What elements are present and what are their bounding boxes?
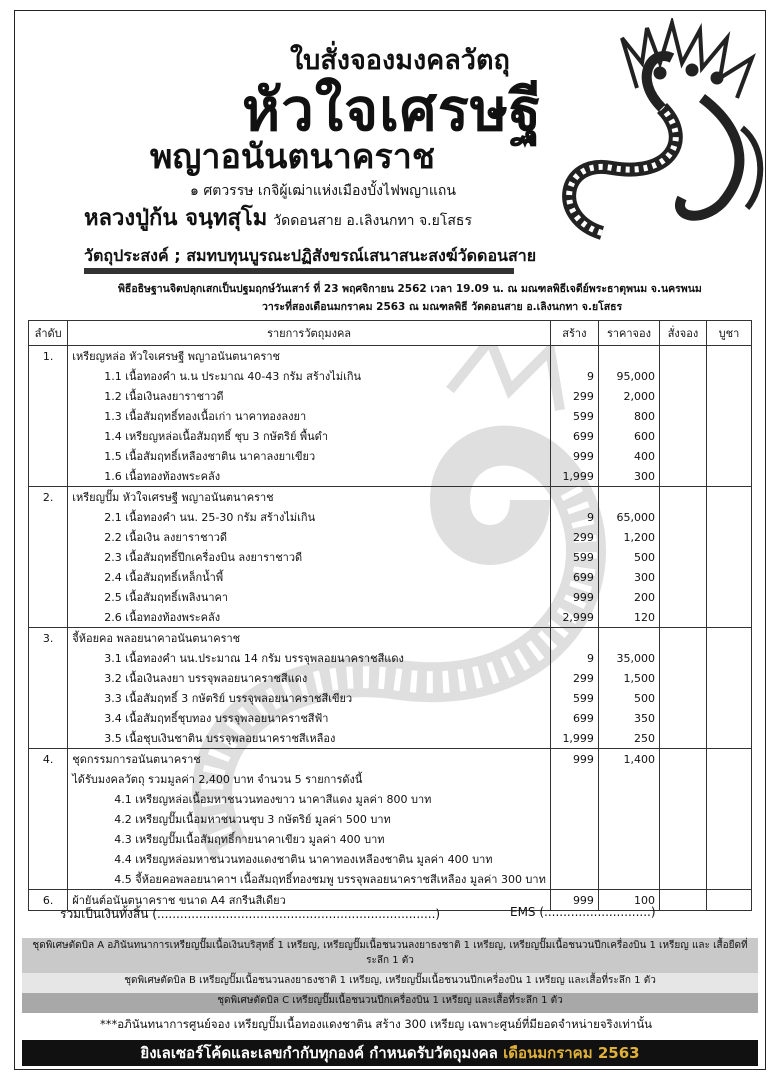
table-row	[29, 487, 752, 508]
row-pay-cell[interactable]	[706, 487, 751, 508]
row-item: 2.4 เนื้อสัมฤทธิ์เหล็กน้ำพี้	[68, 567, 551, 587]
row-order-cell[interactable]	[659, 628, 706, 649]
row-number	[29, 607, 68, 628]
row-qty	[550, 628, 598, 649]
row-price: 250	[598, 728, 659, 749]
row-pay-cell[interactable]	[706, 346, 751, 367]
row-price: 2,000	[598, 386, 659, 406]
row-number	[29, 366, 68, 386]
row-qty: 299	[550, 527, 598, 547]
row-qty	[550, 869, 598, 890]
purpose-underline	[84, 268, 514, 274]
table-row	[29, 869, 752, 890]
row-order-cell[interactable]	[659, 648, 706, 668]
row-item: 1.6 เนื้อทองท้องพระคลัง	[68, 466, 551, 487]
row-number: 6.	[29, 890, 68, 911]
row-qty	[550, 346, 598, 367]
row-price: 800	[598, 406, 659, 426]
bottom-highlight-text: เดือนมกราคม 2563	[503, 1044, 640, 1062]
row-item: เหรียญปั๊ม หัวใจเศรษฐี พญาอนันตนาคราช	[68, 487, 551, 508]
row-number	[29, 527, 68, 547]
row-item: 1.1 เนื้อทองคำ น.น ประมาณ 40-43 กรัม สร้างไม่เกิน	[68, 366, 551, 386]
row-qty: 599	[550, 406, 598, 426]
row-number	[29, 547, 68, 567]
row-item: 2.5 เนื้อสัมฤทธิ์เพลิงนาคา	[68, 587, 551, 607]
row-price: 300	[598, 567, 659, 587]
row-price	[598, 849, 659, 869]
header-price: ราคาจอง	[598, 321, 659, 346]
row-item: 3.5 เนื้อชุบเงินชาติน บรรจุพลอยนาคราชสีเหลือง	[68, 728, 551, 749]
row-order-cell[interactable]	[659, 668, 706, 688]
row-qty: 1,999	[550, 466, 598, 487]
table-row	[29, 708, 752, 728]
row-pay-cell[interactable]	[706, 869, 751, 890]
row-order-cell[interactable]	[659, 789, 706, 809]
row-pay-cell[interactable]	[706, 507, 751, 527]
row-price: 1,200	[598, 527, 659, 547]
row-pay-cell[interactable]	[706, 567, 751, 587]
row-number	[29, 587, 68, 607]
row-pay-cell[interactable]	[706, 728, 751, 749]
row-qty: 999	[550, 587, 598, 607]
row-item: 2.3 เนื้อสัมฤทธิ์ปีกเครื่องบิน ลงยาราชาวดี	[68, 547, 551, 567]
row-qty: 999	[550, 446, 598, 466]
main-title: หัวใจเศรษฐี	[242, 76, 543, 144]
row-number	[29, 446, 68, 466]
row-pay-cell[interactable]	[706, 708, 751, 728]
table-row	[29, 587, 752, 607]
row-pay-cell[interactable]	[706, 648, 751, 668]
row-qty	[550, 769, 598, 789]
row-item: 2.1 เนื้อทองคำ นน. 25-30 กรัม สร้างไม่เกิน	[68, 507, 551, 527]
row-qty: 299	[550, 668, 598, 688]
special-set-b: ชุดพิเศษตัดบิล B เหรียญปั๊มเนื้อชนวนลงยาธงชาติ 1 เหรียญ, เหรียญปั๊มเนื้อชนวนปีกเครื่องบิน 1 เหรียญ และเสื้อที่ระลึก 1 ตัว	[22, 973, 758, 993]
table-row	[29, 648, 752, 668]
row-number	[29, 426, 68, 446]
row-item: 2.6 เนื้อทองท้องพระคลัง	[68, 607, 551, 628]
row-order-cell[interactable]	[659, 466, 706, 487]
table-row	[29, 446, 752, 466]
monk-line	[84, 200, 472, 235]
special-set-a: ชุดพิเศษตัดบิล A อภินันทนาการเหรียญปั๊มเนื้อเงินบริสุทธิ์ 1 เหรียญ, เหรียญปั๊มเนื้อชนวนลงยาธงชาติ 1 เหรียญ, เหรียญปั๊มเนื้อชนวนปีกเครื่องบิน 1 เหรียญ และ เสื้อยืดที่ระลึก 1 ตัว	[22, 938, 758, 973]
table-row	[29, 366, 752, 386]
table-row	[29, 789, 752, 809]
row-price: 600	[598, 426, 659, 446]
row-pay-cell[interactable]	[706, 890, 751, 911]
row-number	[29, 688, 68, 708]
row-item: 4.3 เหรียญปั๊มเนื้อสัมฤทธิ์กายนาคาเขียว มูลค่า 400 บาท	[68, 829, 551, 849]
row-number	[29, 728, 68, 749]
ceremony-line-1: พิธีอธิษฐานจิตปลุกเสกเป็นปฐมฤกษ์วันเสาร์ ที่ 23 พฤศจิกายน 2562 เวลา 19.09 น. ณ มณฑลพิธีเจดีย์พระธาตุพนม จ.นครพนม	[118, 283, 702, 295]
row-pay-cell[interactable]	[706, 849, 751, 869]
row-item: เหรียญหล่อ หัวใจเศรษฐี พญาอนันตนาคราช	[68, 346, 551, 367]
row-order-cell[interactable]	[659, 527, 706, 547]
row-price	[598, 346, 659, 367]
row-price	[598, 769, 659, 789]
row-item: 4.1 เหรียญหล่อเนื้อมหาชนวนทองขาว นาคาสีแดง มูลค่า 800 บาท	[68, 789, 551, 809]
row-price: 65,000	[598, 507, 659, 527]
table-row	[29, 749, 752, 770]
row-price	[598, 869, 659, 890]
row-qty	[550, 487, 598, 508]
row-order-cell[interactable]	[659, 366, 706, 386]
row-pay-cell[interactable]	[706, 769, 751, 789]
row-qty	[550, 829, 598, 849]
header-no: ลำดับ	[29, 321, 68, 346]
row-number	[29, 849, 68, 869]
booking-center-note: ***อภินันทนาการศูนย์จอง เหรียญปั๊มเนื้อทองแดงชาติน สร้าง 300 เหรียญ เฉพาะศูนย์ที่มียอดจำหน่ายจริงเท่านั้น	[100, 1017, 653, 1031]
row-pay-cell[interactable]	[706, 426, 751, 446]
bottom-banner	[22, 1040, 758, 1066]
row-pay-cell[interactable]	[706, 789, 751, 809]
row-item: 4.2 เหรียญปั๊มเนื้อมหาชนวนชุบ 3 กษัตริย์ มูลค่า 500 บาท	[68, 809, 551, 829]
row-item: 1.5 เนื้อสัมฤทธิ์เหลืองชาติน นาคาลงยาเขียว	[68, 446, 551, 466]
table-row	[29, 809, 752, 829]
ceremony-line-2: วาระที่สองเดือนมกราคม 2563 ณ มณฑลพิธี วัดดอนสาย อ.เลิงนกทา จ.ยโสธร	[262, 301, 623, 313]
row-pay-cell[interactable]	[706, 749, 751, 770]
row-qty: 699	[550, 567, 598, 587]
table-row	[29, 406, 752, 426]
row-qty: 9	[550, 507, 598, 527]
header-qty: สร้าง	[550, 321, 598, 346]
row-pay-cell[interactable]	[706, 829, 751, 849]
row-price	[598, 829, 659, 849]
row-qty: 1,999	[550, 728, 598, 749]
row-order-cell[interactable]	[659, 728, 706, 749]
row-item: ชุดกรรมการอนันตนาคราช	[68, 749, 551, 770]
row-pay-cell[interactable]	[706, 547, 751, 567]
row-qty: 599	[550, 547, 598, 567]
table-row	[29, 386, 752, 406]
header-item: รายการวัตถุมงคล	[68, 321, 551, 346]
bottom-main-text: ยิงเลเซอร์โค้ดและเลขกำกับทุกองค์ กำหนดรับวัตถุมงคล	[140, 1044, 504, 1062]
row-pay-cell[interactable]	[706, 688, 751, 708]
table-row	[29, 466, 752, 487]
row-item: 4.5 จี้ห้อยคอพลอยนาคาฯ เนื้อสัมฤทธิ์ทองชมพู บรรจุพลอยนาคราชสีเหลือง มูลค่า 300 บาท	[68, 869, 551, 890]
row-order-cell[interactable]	[659, 688, 706, 708]
row-number: 3.	[29, 628, 68, 649]
table-header-row	[29, 321, 752, 346]
row-number	[29, 507, 68, 527]
row-price	[598, 487, 659, 508]
row-number: 4.	[29, 749, 68, 770]
row-order-cell[interactable]	[659, 869, 706, 890]
row-number	[29, 809, 68, 829]
table-row	[29, 607, 752, 628]
table-row	[29, 829, 752, 849]
row-item: 2.2 เนื้อเงิน ลงยาราชาวดี	[68, 527, 551, 547]
row-number	[29, 406, 68, 426]
table-row	[29, 628, 752, 649]
table-row	[29, 668, 752, 688]
row-qty: 9	[550, 648, 598, 668]
row-item: 1.3 เนื้อสัมฤทธิ์ทองเนื้อเก่า นาคาทองลงยา	[68, 406, 551, 426]
row-number	[29, 466, 68, 487]
table-row	[29, 346, 752, 367]
row-price: 1,500	[598, 668, 659, 688]
row-price	[598, 789, 659, 809]
row-order-cell[interactable]	[659, 547, 706, 567]
row-qty: 2,999	[550, 607, 598, 628]
row-qty: 999	[550, 890, 598, 911]
row-item: ผ้ายันต์อนันตนาคราช ขนาด A4 สกรีนสีเดียว	[68, 890, 551, 911]
row-order-cell[interactable]	[659, 446, 706, 466]
row-order-cell[interactable]	[659, 587, 706, 607]
row-pay-cell[interactable]	[706, 466, 751, 487]
row-order-cell[interactable]	[659, 346, 706, 367]
row-pay-cell[interactable]	[706, 587, 751, 607]
row-number: 1.	[29, 346, 68, 367]
row-item: 3.2 เนื้อเงินลงยา บรรจุพลอยนาคราชสีแดง	[68, 668, 551, 688]
table-row	[29, 426, 752, 446]
row-number	[29, 708, 68, 728]
row-qty	[550, 789, 598, 809]
row-pay-cell[interactable]	[706, 386, 751, 406]
row-price	[598, 628, 659, 649]
row-item: 4.4 เหรียญหล่อมหาชนวนทองแดงชาติน นาคาทองเหลืองชาติน มูลค่า 400 บาท	[68, 849, 551, 869]
row-order-cell[interactable]	[659, 829, 706, 849]
grand-total-field[interactable]: รวมเป็นเงินทั้งสิ้น (.........................................................................)	[60, 907, 441, 921]
row-qty: 299	[550, 386, 598, 406]
row-order-cell[interactable]	[659, 607, 706, 628]
row-price: 120	[598, 607, 659, 628]
table-row	[29, 849, 752, 869]
booking-form-title: ใบสั่งจองมงคลวัตถุ	[290, 45, 510, 76]
table-row	[29, 547, 752, 567]
row-number	[29, 386, 68, 406]
row-price: 200	[598, 587, 659, 607]
row-qty: 599	[550, 688, 598, 708]
row-qty: 999	[550, 749, 598, 770]
row-price: 95,000	[598, 366, 659, 386]
row-number	[29, 829, 68, 849]
row-pay-cell[interactable]	[706, 668, 751, 688]
row-order-cell[interactable]	[659, 487, 706, 508]
row-number	[29, 648, 68, 668]
row-number	[29, 567, 68, 587]
row-price: 1,400	[598, 749, 659, 770]
row-number	[29, 869, 68, 890]
row-order-cell[interactable]	[659, 769, 706, 789]
row-order-cell[interactable]	[659, 749, 706, 770]
row-order-cell[interactable]	[659, 708, 706, 728]
row-qty	[550, 849, 598, 869]
row-order-cell[interactable]	[659, 849, 706, 869]
header-order: สั่งจอง	[659, 321, 706, 346]
ems-field[interactable]: EMS (............................)	[510, 905, 656, 919]
row-order-cell[interactable]	[659, 406, 706, 426]
row-item: ได้รับมงคลวัตถุ รวมมูลค่า 2,400 บาท จำนวน 5 รายการดังนี้	[68, 769, 551, 789]
table-row	[29, 507, 752, 527]
row-item: 3.4 เนื้อสัมฤทธิ์ชุบทอง บรรจุพลอยนาคราชสีฟ้า	[68, 708, 551, 728]
naga-title: พญาอนันตนาคราช	[150, 137, 435, 177]
row-price: 350	[598, 708, 659, 728]
row-item: 3.3 เนื้อสัมฤทธิ์ 3 กษัตริย์ บรรจุพลอยนาคราชสีเขียว	[68, 688, 551, 708]
row-order-cell[interactable]	[659, 890, 706, 911]
row-order-cell[interactable]	[659, 426, 706, 446]
row-order-cell[interactable]	[659, 507, 706, 527]
row-pay-cell[interactable]	[706, 809, 751, 829]
row-item: 1.4 เหรียญหล่อเนื้อสัมฤทธิ์ ชุบ 3 กษัตริย์ พื้นดำ	[68, 426, 551, 446]
row-pay-cell[interactable]	[706, 446, 751, 466]
row-order-cell[interactable]	[659, 386, 706, 406]
row-price: 300	[598, 466, 659, 487]
row-item: จี้ห้อยคอ พลอยนาคาอนันตนาคราช	[68, 628, 551, 649]
row-pay-cell[interactable]	[706, 366, 751, 386]
header-pay: บูชา	[706, 321, 751, 346]
row-price	[598, 809, 659, 829]
row-pay-cell[interactable]	[706, 607, 751, 628]
items-table	[28, 320, 752, 911]
row-item: 3.1 เนื้อทองคำ นน.ประมาณ 14 กรัม บรรจุพลอยนาคราชสีแดง	[68, 648, 551, 668]
purpose-text: วัตถุประสงค์ ; สมทบทุนบูรณะปฏิสังขรณ์เสนาสนะสงฆ์วัดดอนสาย	[84, 246, 537, 265]
row-pay-cell[interactable]	[706, 406, 751, 426]
table-row	[29, 728, 752, 749]
row-price: 400	[598, 446, 659, 466]
monk-location: วัดดอนสาย อ.เลิงนกทา จ.ยโสธร	[273, 213, 472, 229]
special-set-c: ชุดพิเศษตัดบิล C เหรียญปั๊มเนื้อชนวนปีกเครื่องบิน 1 เหรียญ และเสื้อที่ระลึก 1 ตัว	[22, 993, 758, 1013]
row-number	[29, 668, 68, 688]
row-qty: 9	[550, 366, 598, 386]
table-row	[29, 567, 752, 587]
subtitle: ๑ ศตวรรษ เกจิผู้เฒ่าแห่งเมืองบั้งไฟพญาแถน	[190, 183, 456, 199]
row-pay-cell[interactable]	[706, 527, 751, 547]
table-row	[29, 688, 752, 708]
row-price: 500	[598, 547, 659, 567]
table-row	[29, 769, 752, 789]
row-price: 500	[598, 688, 659, 708]
row-number: 2.	[29, 487, 68, 508]
row-price: 100	[598, 890, 659, 911]
row-qty	[550, 809, 598, 829]
row-number	[29, 769, 68, 789]
monk-name: หลวงปู่ก้น จนฺทสุโม	[84, 206, 268, 231]
row-qty: 699	[550, 426, 598, 446]
naga-icon	[542, 18, 772, 243]
row-pay-cell[interactable]	[706, 628, 751, 649]
row-order-cell[interactable]	[659, 567, 706, 587]
table-row	[29, 527, 752, 547]
row-qty: 699	[550, 708, 598, 728]
row-item: 1.2 เนื้อเงินลงยาราชาวดี	[68, 386, 551, 406]
row-order-cell[interactable]	[659, 809, 706, 829]
row-price: 35,000	[598, 648, 659, 668]
row-number	[29, 789, 68, 809]
